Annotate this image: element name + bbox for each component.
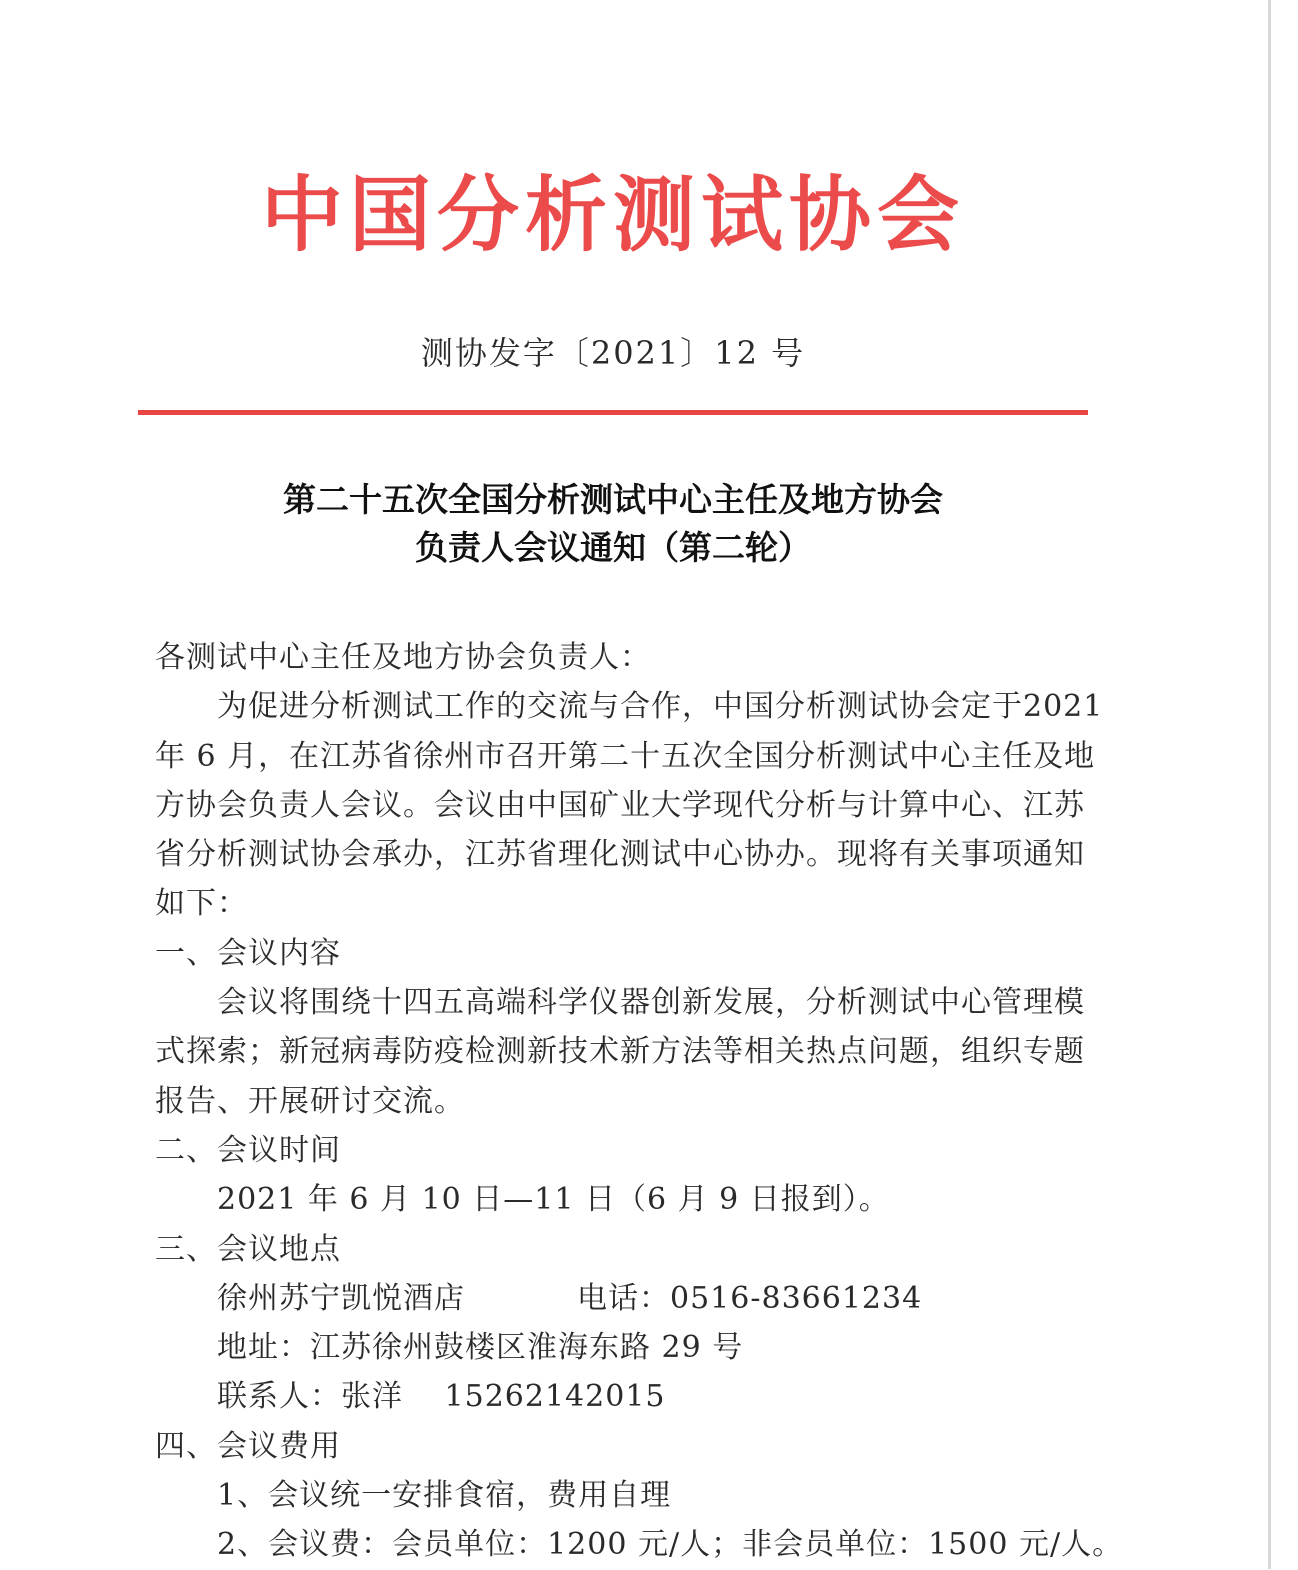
section-heading-fees: 四、会议费用 xyxy=(155,1428,341,1464)
section-heading-time: 二、会议时间 xyxy=(155,1132,341,1168)
venue-phone: 电话：0516-83661234 xyxy=(577,1280,923,1316)
salutation: 各测试中心主任及地方协会负责人： xyxy=(155,640,651,675)
meeting-time: 2021 年 6 月 10 日—11 日（6 月 9 日报到）。 xyxy=(217,1182,890,1218)
notice-title-line-1: 第二十五次全国分析测试中心主任及地方协会 xyxy=(283,480,943,519)
venue-hotel: 徐州苏宁凯悦酒店 xyxy=(217,1280,465,1316)
organization-name: 中国分析测试协会 xyxy=(260,167,965,263)
venue-address: 地址：江苏徐州鼓楼区淮海东路 29 号 xyxy=(217,1330,744,1366)
intro-line: 方协会负责人会议。会议由中国矿业大学现代分析与计算中心、江苏 xyxy=(155,787,1085,823)
intro-line: 为促进分析测试工作的交流与合作，中国分析测试协会定于2021 xyxy=(217,689,1104,725)
intro-line: 年 6 月，在江苏省徐州市召开第二十五次全国分析测试中心主任及地 xyxy=(155,738,1096,774)
notice-title xyxy=(150,476,1076,572)
venue-row xyxy=(155,1274,1075,1323)
fee-item-2: 2、会议费：会员单位：1200 元/人；非会员单位：1500 元/人。 xyxy=(217,1527,1124,1563)
fee-item-1: 1、会议统一安排食宿，费用自理 xyxy=(217,1478,672,1514)
document-number: 测协发字〔2021〕12 号 xyxy=(420,334,806,372)
intro-line: 省分析测试协会承办，江苏省理化测试中心协办。现将有关事项通知 xyxy=(155,837,1085,873)
venue-contact: 联系人：张洋 15262142015 xyxy=(217,1379,666,1415)
section-heading-venue: 三、会议地点 xyxy=(155,1231,341,1267)
red-divider-line xyxy=(138,410,1088,415)
content-line: 式探索；新冠病毒防疫检测新技术新方法等相关热点问题，组织专题 xyxy=(155,1034,1085,1070)
section-heading-content: 一、会议内容 xyxy=(155,935,341,971)
content-line: 报告、开展研讨交流。 xyxy=(155,1083,465,1119)
content-line: 会议将围绕十四五高端科学仪器创新发展，分析测试中心管理模 xyxy=(217,985,1085,1021)
intro-line: 如下： xyxy=(155,886,248,922)
notice-body xyxy=(155,633,1124,1570)
notice-title-line-2: 负责人会议通知（第二轮） xyxy=(415,528,811,567)
page-edge-line xyxy=(1268,0,1271,1569)
